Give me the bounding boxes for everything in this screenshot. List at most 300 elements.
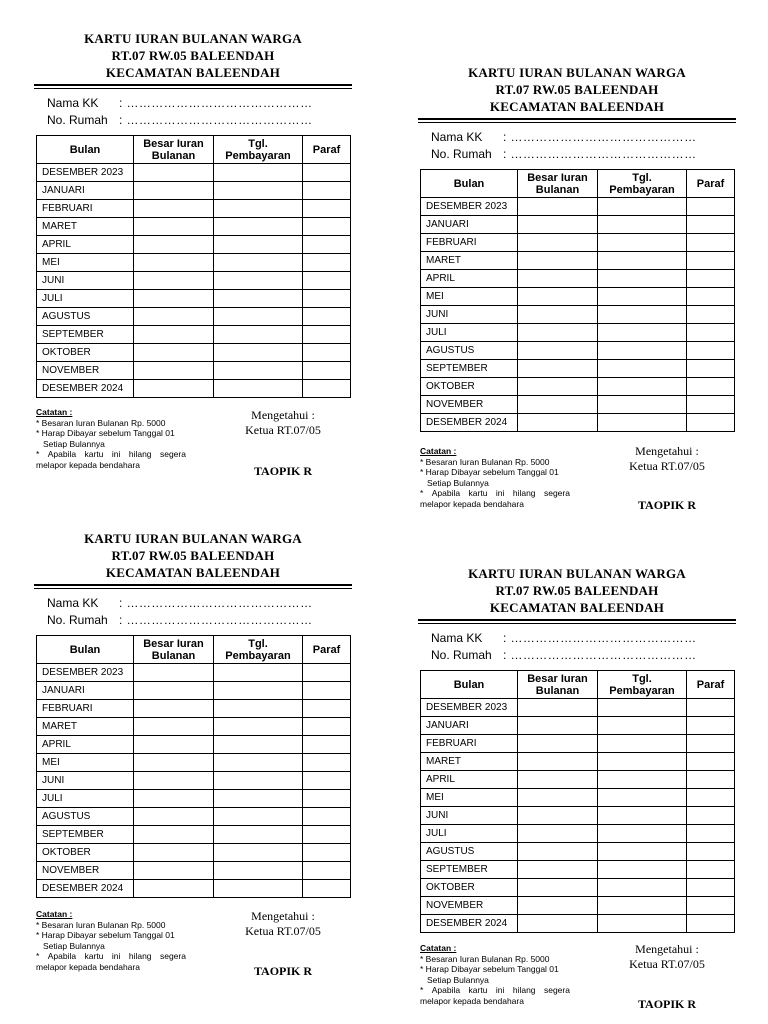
paraf-cell[interactable] [687, 252, 735, 270]
paraf-cell[interactable] [303, 164, 351, 182]
amount-cell[interactable] [134, 326, 214, 344]
amount-cell[interactable] [134, 182, 214, 200]
table-row [37, 182, 351, 200]
amount-cell[interactable] [134, 826, 214, 844]
amount-cell[interactable] [518, 324, 598, 342]
table-row [421, 789, 735, 807]
payment-date-cell[interactable] [598, 699, 687, 717]
month-cell: DESEMBER 2023 [421, 198, 518, 216]
nama-kk-value: : ……………………………………… [119, 96, 313, 110]
title-rule-thick [418, 118, 736, 120]
month-cell: DESEMBER 2023 [421, 699, 518, 717]
table-row [421, 360, 735, 378]
col-header-tgl-pembayaran: Tgl. Pembayaran [598, 170, 687, 198]
month-cell: AGUSTUS [421, 342, 518, 360]
paraf-cell[interactable] [303, 862, 351, 880]
month-cell: JANUARI [37, 682, 134, 700]
no-rumah-field[interactable] [431, 647, 736, 664]
payment-date-cell[interactable] [598, 915, 687, 933]
paraf-cell[interactable] [303, 182, 351, 200]
paraf-cell[interactable] [303, 362, 351, 380]
payment-date-cell[interactable] [598, 378, 687, 396]
month-cell: NOVEMBER [37, 862, 134, 880]
month-cell: FEBRUARI [421, 735, 518, 753]
amount-cell[interactable] [518, 234, 598, 252]
iuran-card-3 [34, 530, 352, 978]
signature-mengetahui: Mengetahui : [251, 909, 315, 923]
month-cell: MEI [421, 288, 518, 306]
paraf-cell[interactable] [303, 718, 351, 736]
payment-date-cell[interactable] [598, 288, 687, 306]
paraf-cell[interactable] [303, 664, 351, 682]
signature-name: TAOPIK R [253, 464, 313, 478]
amount-cell[interactable] [134, 308, 214, 326]
payment-date-cell[interactable] [598, 717, 687, 735]
month-cell: MARET [37, 718, 134, 736]
col-header-paraf: Paraf [687, 170, 735, 198]
note-line-4: * Apabila kartu ini hilang segera [420, 488, 570, 498]
table-row [37, 844, 351, 862]
payment-date-cell[interactable] [214, 790, 303, 808]
amount-cell[interactable] [134, 272, 214, 290]
month-cell: MEI [37, 754, 134, 772]
title-line-2: RT.07 RW.05 BALEENDAH [495, 583, 659, 598]
amount-cell[interactable] [518, 252, 598, 270]
month-cell: SEPTEMBER [37, 826, 134, 844]
title-line-2: RT.07 RW.05 BALEENDAH [111, 548, 275, 563]
payment-date-cell[interactable] [598, 879, 687, 897]
amount-cell[interactable] [518, 897, 598, 915]
month-cell: MEI [37, 254, 134, 272]
note-line-1: * Besaran Iuran Bulanan Rp. 5000 [36, 919, 166, 930]
amount-cell[interactable] [134, 844, 214, 862]
iuran-card-4 [418, 565, 736, 1011]
identity-fields [431, 129, 736, 163]
no-rumah-value: : ……………………………………… [503, 147, 697, 161]
identity-fields [431, 630, 736, 664]
paraf-cell[interactable] [687, 825, 735, 843]
payment-date-cell[interactable] [214, 664, 303, 682]
payment-date-cell[interactable] [598, 807, 687, 825]
table-row [37, 754, 351, 772]
paraf-cell[interactable] [687, 699, 735, 717]
payment-date-cell[interactable] [214, 254, 303, 272]
amount-cell[interactable] [518, 306, 598, 324]
title-rule-thick [418, 619, 736, 621]
amount-cell[interactable] [518, 789, 598, 807]
note-line-5: melapor kepada bendahara [36, 961, 140, 972]
payment-date-cell[interactable] [598, 342, 687, 360]
nama-kk-field[interactable] [47, 595, 352, 612]
no-rumah-label: No. Rumah [431, 147, 492, 161]
table-row [37, 164, 351, 182]
nama-kk-label: Nama KK [431, 631, 483, 645]
payment-date-cell[interactable] [214, 700, 303, 718]
paraf-cell[interactable] [687, 897, 735, 915]
payment-date-cell[interactable] [598, 789, 687, 807]
month-cell: DESEMBER 2023 [37, 164, 134, 182]
payment-date-cell[interactable] [598, 270, 687, 288]
month-cell: AGUSTUS [37, 808, 134, 826]
paraf-cell[interactable] [303, 754, 351, 772]
title-rule-thin [418, 623, 736, 624]
month-cell: NOVEMBER [421, 396, 518, 414]
col-header-paraf: Paraf [687, 671, 735, 699]
table-row [421, 735, 735, 753]
payment-date-cell[interactable] [214, 362, 303, 380]
table-row [37, 664, 351, 682]
table-row [37, 682, 351, 700]
table-row [421, 270, 735, 288]
paraf-cell[interactable] [687, 861, 735, 879]
col-header-paraf: Paraf [303, 636, 351, 664]
table-row [421, 807, 735, 825]
table-header-row [37, 136, 351, 164]
amount-cell[interactable] [518, 270, 598, 288]
paraf-cell[interactable] [687, 789, 735, 807]
month-cell: DESEMBER 2024 [37, 380, 134, 398]
payment-date-cell[interactable] [214, 290, 303, 308]
amount-cell[interactable] [134, 344, 214, 362]
notes-title: Catatan : [36, 407, 73, 417]
col-header-tgl-pembayaran: Tgl. Pembayaran [598, 671, 687, 699]
month-cell: OKTOBER [421, 378, 518, 396]
payment-date-cell[interactable] [214, 380, 303, 398]
amount-cell[interactable] [518, 198, 598, 216]
no-rumah-field[interactable] [47, 612, 352, 629]
payment-date-cell[interactable] [214, 200, 303, 218]
table-row [421, 879, 735, 897]
paraf-cell[interactable] [303, 682, 351, 700]
amount-cell[interactable] [134, 718, 214, 736]
amount-cell[interactable] [134, 236, 214, 254]
month-cell: JUNI [421, 306, 518, 324]
paraf-cell[interactable] [303, 290, 351, 308]
table-header-row [421, 170, 735, 198]
no-rumah-label: No. Rumah [47, 113, 108, 127]
title-line-3: KECAMATAN BALEENDAH [489, 600, 665, 615]
card-title [34, 530, 352, 581]
table-row [37, 880, 351, 898]
note-line-1: * Besaran Iuran Bulanan Rp. 5000 [36, 417, 166, 428]
nama-kk-field[interactable] [431, 129, 736, 146]
paraf-cell[interactable] [303, 880, 351, 898]
paraf-cell[interactable] [687, 915, 735, 933]
payment-date-cell[interactable] [598, 324, 687, 342]
amount-cell[interactable] [518, 879, 598, 897]
paraf-cell[interactable] [303, 218, 351, 236]
paraf-cell[interactable] [303, 790, 351, 808]
table-row [37, 344, 351, 362]
amount-cell[interactable] [134, 164, 214, 182]
amount-cell[interactable] [134, 664, 214, 682]
payment-date-cell[interactable] [598, 861, 687, 879]
paraf-cell[interactable] [687, 879, 735, 897]
payment-date-cell[interactable] [214, 718, 303, 736]
title-line-1: KARTU IURAN BULANAN WARGA [468, 566, 686, 581]
paraf-cell[interactable] [687, 342, 735, 360]
payment-date-cell[interactable] [214, 164, 303, 182]
amount-cell[interactable] [518, 753, 598, 771]
table-row [37, 254, 351, 272]
paraf-cell[interactable] [687, 324, 735, 342]
nama-kk-value: : ……………………………………… [503, 130, 697, 144]
payment-date-cell[interactable] [214, 826, 303, 844]
signature-block [607, 942, 727, 972]
paraf-cell[interactable] [303, 700, 351, 718]
paraf-cell[interactable] [687, 753, 735, 771]
payment-date-cell[interactable] [598, 306, 687, 324]
month-cell: OKTOBER [37, 344, 134, 362]
paraf-cell[interactable] [303, 326, 351, 344]
amount-cell[interactable] [134, 362, 214, 380]
payment-date-cell[interactable] [598, 753, 687, 771]
note-line-3: Setiap Bulannya [427, 974, 489, 985]
no-rumah-value: : ……………………………………… [119, 113, 313, 127]
month-cell: FEBRUARI [37, 700, 134, 718]
amount-cell[interactable] [134, 880, 214, 898]
table-row [421, 843, 735, 861]
month-cell: JULI [421, 825, 518, 843]
amount-cell[interactable] [134, 736, 214, 754]
payment-date-cell[interactable] [598, 234, 687, 252]
paraf-cell[interactable] [687, 807, 735, 825]
no-rumah-label: No. Rumah [431, 648, 492, 662]
paraf-cell[interactable] [303, 808, 351, 826]
month-cell: JULI [37, 290, 134, 308]
amount-cell[interactable] [518, 915, 598, 933]
title-rule-thin [418, 122, 736, 123]
title-rule-thick [34, 584, 352, 586]
table-row [421, 234, 735, 252]
month-cell: NOVEMBER [421, 897, 518, 915]
table-row [421, 306, 735, 324]
no-rumah-value: : ……………………………………… [119, 613, 313, 627]
signature-block [223, 909, 343, 939]
paraf-cell[interactable] [687, 735, 735, 753]
payment-date-cell[interactable] [214, 218, 303, 236]
no-rumah-value: : ……………………………………… [503, 648, 697, 662]
table-row [421, 324, 735, 342]
nama-kk-field[interactable] [431, 630, 736, 647]
note-line-5: melapor kepada bendahara [420, 995, 524, 1006]
payment-date-cell[interactable] [214, 344, 303, 362]
payment-date-cell[interactable] [214, 182, 303, 200]
month-cell: FEBRUARI [37, 200, 134, 218]
no-rumah-field[interactable] [431, 146, 736, 163]
payment-date-cell[interactable] [214, 326, 303, 344]
amount-cell[interactable] [134, 380, 214, 398]
payment-date-cell[interactable] [214, 862, 303, 880]
amount-cell[interactable] [518, 378, 598, 396]
paraf-cell[interactable] [303, 200, 351, 218]
month-cell: APRIL [421, 270, 518, 288]
table-row [37, 218, 351, 236]
amount-cell[interactable] [518, 771, 598, 789]
payment-date-cell[interactable] [598, 825, 687, 843]
month-cell: DESEMBER 2024 [421, 915, 518, 933]
month-cell: DESEMBER 2024 [37, 880, 134, 898]
table-row [37, 700, 351, 718]
paraf-cell[interactable] [687, 270, 735, 288]
table-row [37, 362, 351, 380]
nama-kk-field[interactable] [47, 95, 352, 112]
col-header-bulan: Bulan [37, 136, 134, 164]
payment-date-cell[interactable] [598, 414, 687, 432]
paraf-cell[interactable] [303, 772, 351, 790]
table-row [37, 718, 351, 736]
signature-name: TAOPIK R [253, 964, 313, 978]
no-rumah-field[interactable] [47, 112, 352, 129]
identity-fields [47, 95, 352, 129]
note-line-4: * Apabila kartu ini hilang segera [36, 951, 186, 961]
month-cell: JUNI [37, 772, 134, 790]
amount-cell[interactable] [518, 342, 598, 360]
payment-date-cell[interactable] [598, 897, 687, 915]
paraf-cell[interactable] [687, 360, 735, 378]
col-header-besar-iuran: Besar Iuran Bulanan [134, 136, 214, 164]
amount-cell[interactable] [518, 288, 598, 306]
paraf-cell[interactable] [687, 414, 735, 432]
table-row [421, 396, 735, 414]
title-line-1: KARTU IURAN BULANAN WARGA [84, 531, 302, 546]
paraf-cell[interactable] [687, 378, 735, 396]
paraf-cell[interactable] [303, 380, 351, 398]
payment-date-cell[interactable] [598, 843, 687, 861]
signature-name: TAOPIK R [637, 997, 697, 1011]
paraf-cell[interactable] [687, 234, 735, 252]
payment-date-cell[interactable] [214, 880, 303, 898]
paraf-cell[interactable] [303, 254, 351, 272]
amount-cell[interactable] [134, 790, 214, 808]
month-cell: OKTOBER [421, 879, 518, 897]
title-line-2: RT.07 RW.05 BALEENDAH [495, 82, 659, 97]
table-row [421, 771, 735, 789]
amount-cell[interactable] [134, 862, 214, 880]
payment-date-cell[interactable] [214, 308, 303, 326]
payment-date-cell[interactable] [214, 772, 303, 790]
table-row [421, 717, 735, 735]
paraf-cell[interactable] [303, 344, 351, 362]
amount-cell[interactable] [134, 290, 214, 308]
paraf-cell[interactable] [303, 844, 351, 862]
paraf-cell[interactable] [687, 198, 735, 216]
amount-cell[interactable] [134, 700, 214, 718]
signature-ketua: Ketua RT.07/05 [629, 957, 705, 971]
amount-cell[interactable] [518, 699, 598, 717]
amount-cell[interactable] [134, 254, 214, 272]
amount-cell[interactable] [134, 200, 214, 218]
month-cell: DESEMBER 2024 [421, 414, 518, 432]
payment-date-cell[interactable] [214, 808, 303, 826]
paraf-cell[interactable] [687, 396, 735, 414]
paraf-cell[interactable] [303, 236, 351, 254]
amount-cell[interactable] [134, 772, 214, 790]
amount-cell[interactable] [134, 808, 214, 826]
paraf-cell[interactable] [303, 308, 351, 326]
paraf-cell[interactable] [303, 272, 351, 290]
month-cell: MARET [421, 753, 518, 771]
payment-date-cell[interactable] [598, 198, 687, 216]
amount-cell[interactable] [134, 682, 214, 700]
col-header-tgl-pembayaran: Tgl. Pembayaran [214, 136, 303, 164]
payment-date-cell[interactable] [598, 216, 687, 234]
col-header-besar-iuran: Besar Iuran Bulanan [518, 170, 598, 198]
signature-ketua: Ketua RT.07/05 [245, 924, 321, 938]
signature-ketua: Ketua RT.07/05 [629, 459, 705, 473]
col-header-besar-iuran: Besar Iuran Bulanan [134, 636, 214, 664]
note-line-1: * Besaran Iuran Bulanan Rp. 5000 [420, 953, 550, 964]
payment-date-cell[interactable] [214, 844, 303, 862]
amount-cell[interactable] [518, 414, 598, 432]
nama-kk-value: : ……………………………………… [119, 596, 313, 610]
note-line-4: * Apabila kartu ini hilang segera [36, 449, 186, 459]
payment-table [36, 135, 351, 398]
amount-cell[interactable] [518, 843, 598, 861]
paraf-cell[interactable] [303, 826, 351, 844]
amount-cell[interactable] [518, 396, 598, 414]
note-line-3: Setiap Bulannya [43, 940, 105, 951]
paraf-cell[interactable] [303, 736, 351, 754]
signature-mengetahui: Mengetahui : [635, 444, 699, 458]
amount-cell[interactable] [518, 717, 598, 735]
signature-ketua: Ketua RT.07/05 [245, 423, 321, 437]
month-cell: FEBRUARI [421, 234, 518, 252]
amount-cell[interactable] [518, 360, 598, 378]
payment-date-cell[interactable] [598, 396, 687, 414]
payment-date-cell[interactable] [214, 736, 303, 754]
title-rule-thin [34, 88, 352, 89]
paraf-cell[interactable] [687, 216, 735, 234]
month-cell: DESEMBER 2023 [37, 664, 134, 682]
month-cell: JANUARI [37, 182, 134, 200]
identity-fields [47, 595, 352, 629]
amount-cell[interactable] [134, 218, 214, 236]
table-row [37, 308, 351, 326]
paraf-cell[interactable] [687, 306, 735, 324]
amount-cell[interactable] [518, 216, 598, 234]
table-row [37, 772, 351, 790]
payment-date-cell[interactable] [214, 236, 303, 254]
amount-cell[interactable] [518, 735, 598, 753]
paraf-cell[interactable] [687, 288, 735, 306]
amount-cell[interactable] [518, 825, 598, 843]
amount-cell[interactable] [134, 754, 214, 772]
month-cell: JANUARI [421, 216, 518, 234]
note-line-2: * Harap Dibayar sebelum Tanggal 01 [36, 428, 175, 438]
payment-date-cell[interactable] [214, 754, 303, 772]
nama-kk-label: Nama KK [47, 596, 99, 610]
title-line-3: KECAMATAN BALEENDAH [489, 99, 665, 114]
month-cell: SEPTEMBER [37, 326, 134, 344]
payment-date-cell[interactable] [598, 771, 687, 789]
note-line-5: melapor kepada bendahara [420, 498, 524, 509]
signature-block [607, 444, 727, 474]
paraf-cell[interactable] [687, 843, 735, 861]
payment-date-cell[interactable] [214, 272, 303, 290]
payment-date-cell[interactable] [598, 252, 687, 270]
table-row [421, 288, 735, 306]
payment-date-cell[interactable] [214, 682, 303, 700]
payment-date-cell[interactable] [598, 735, 687, 753]
amount-cell[interactable] [518, 807, 598, 825]
no-rumah-label: No. Rumah [47, 613, 108, 627]
amount-cell[interactable] [518, 861, 598, 879]
paraf-cell[interactable] [687, 771, 735, 789]
month-cell: OKTOBER [37, 844, 134, 862]
payment-date-cell[interactable] [598, 360, 687, 378]
paraf-cell[interactable] [687, 717, 735, 735]
